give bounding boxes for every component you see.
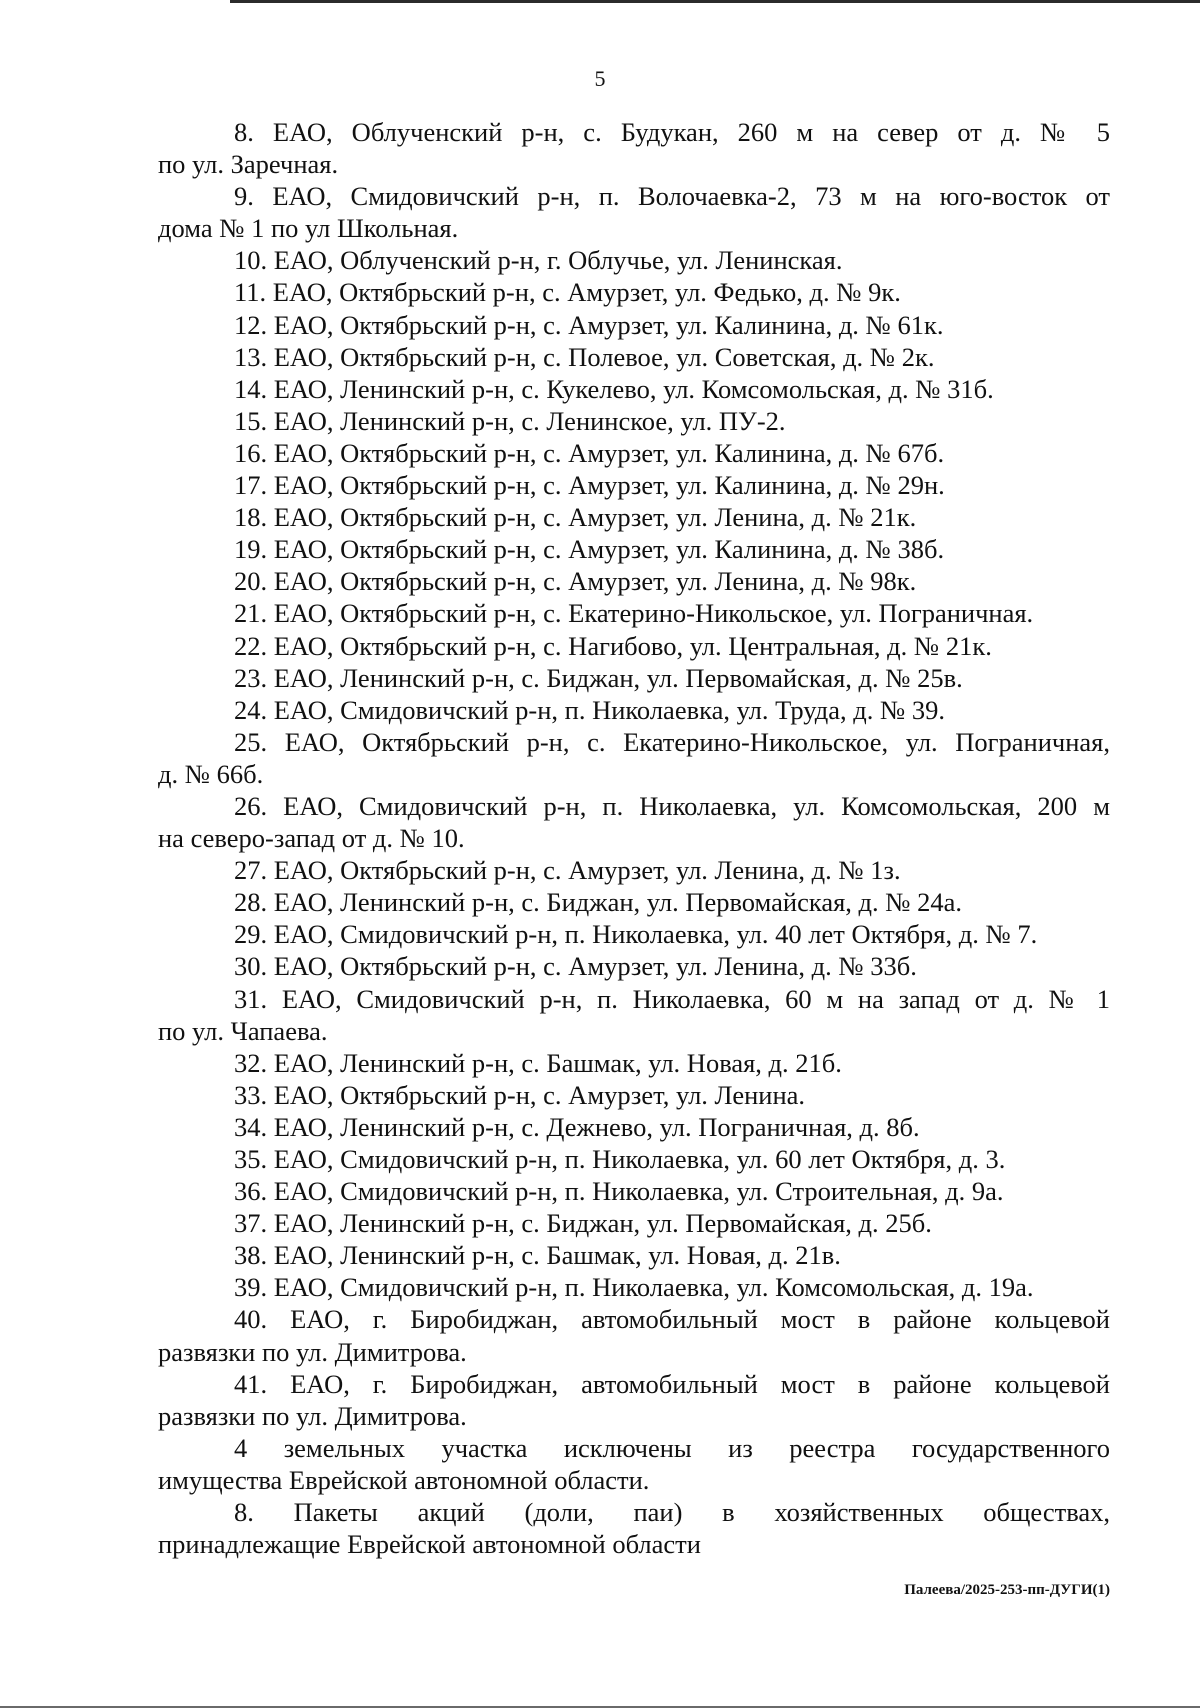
- list-item-line: 40. ЕАО, г. Биробиджан, автомобильный мост в районе кольцевой: [234, 1304, 1110, 1335]
- list-item: 33. ЕАО, Октябрьский р-н, с. Амурзет, ул. Ленина.: [234, 1079, 806, 1110]
- list-item: 12. ЕАО, Октябрьский р-н, с. Амурзет, ул. Калинина, д. № 61к.: [234, 309, 944, 340]
- list-item: 16. ЕАО, Октябрьский р-н, с. Амурзет, ул. Калинина, д. № 67б.: [234, 437, 945, 468]
- list-item: 14. ЕАО, Ленинский р-н, с. Кукелево, ул. Комсомольская, д. № 31б.: [234, 373, 994, 404]
- list-item: 10. ЕАО, Облученский р-н, г. Облучье, ул. Ленинская.: [234, 245, 843, 276]
- list-item-line: имущества Еврейской автономной области.: [158, 1464, 650, 1495]
- list-item-line: принадлежащие Еврейской автономной области: [158, 1529, 701, 1560]
- list-item: [158, 1432, 1110, 1496]
- list-item: 23. ЕАО, Ленинский р-н, с. Биджан, ул. Первомайская, д. № 25в.: [234, 662, 963, 693]
- list-item: 24. ЕАО, Смидовичский р-н, п. Николаевка, ул. Труда, д. № 39.: [234, 694, 946, 725]
- page-number: 5: [594, 66, 606, 91]
- list-item-line: д. № 66б.: [158, 758, 264, 789]
- document-code: Палеева/2025-253-пп-ДУГИ(1): [904, 1582, 1110, 1598]
- list-item: 17. ЕАО, Октябрьский р-н, с. Амурзет, ул. Калинина, д. № 29н.: [234, 470, 945, 501]
- list-item-line: 26. ЕАО, Смидовичский р-н, п. Николаевка, ул. Комсомольская, 200 м: [234, 790, 1110, 821]
- list-item-line: по ул. Чапаева.: [158, 1015, 328, 1046]
- list-item-line: развязки по ул. Димитрова.: [158, 1336, 467, 1367]
- list-item: 35. ЕАО, Смидовичский р-н, п. Николаевка, ул. 60 лет Октября, д. 3.: [234, 1144, 1006, 1174]
- list-item: [158, 790, 1110, 854]
- list-item: [158, 1303, 1110, 1367]
- list-item: 15. ЕАО, Ленинский р-н, с. Ленинское, ул. ПУ-2.: [234, 405, 786, 436]
- list-item-line: 4 земельных участка исключены из реестра государственного: [234, 1432, 1110, 1463]
- list-item-line: дома № 1 по ул Школьная.: [158, 213, 459, 244]
- list-item-line: по ул. Заречная.: [158, 149, 339, 180]
- list-item: 36. ЕАО, Смидовичский р-н, п. Николаевка, ул. Строительная, д. 9а.: [234, 1176, 1004, 1207]
- list-item-line: 8. ЕАО, Облученский р-н, с. Будукан, 260 м на север от д. № 5: [234, 117, 1110, 147]
- list-item: 11. ЕАО, Октябрьский р-н, с. Амурзет, ул. Федько, д. № 9к.: [234, 277, 901, 308]
- scan-edge-top: [230, 0, 1200, 3]
- list-item: 34. ЕАО, Ленинский р-н, с. Дежнево, ул. Пограничная, д. 8б.: [234, 1111, 920, 1142]
- list-item: 19. ЕАО, Октябрьский р-н, с. Амурзет, ул. Калинина, д. № 38б.: [234, 534, 945, 565]
- list-item-line: 8. Пакеты акций (доли, паи) в хозяйственных обществах,: [234, 1497, 1110, 1528]
- list-item: 30. ЕАО, Октябрьский р-н, с. Амурзет, ул. Ленина, д. № 33б.: [234, 951, 917, 982]
- list-item-line: на северо-запад от д. № 10.: [158, 823, 465, 854]
- list-item: 22. ЕАО, Октябрьский р-н, с. Нагибово, ул. Центральная, д. № 21к.: [234, 630, 992, 661]
- list-item: 21. ЕАО, Октябрьский р-н, с. Екатерино-Никольское, ул. Пограничная.: [234, 598, 1034, 629]
- list-item: 38. ЕАО, Ленинский р-н, с. Башмак, ул. Новая, д. 21в.: [234, 1240, 841, 1271]
- list-item-line: 41. ЕАО, г. Биробиджан, автомобильный мост в районе кольцевой: [234, 1368, 1110, 1399]
- list-item-line: 25. ЕАО, Октябрьский р-н, с. Екатерино-Никольское, ул. Пограничная,: [234, 726, 1110, 757]
- list-item: [158, 1368, 1110, 1432]
- list-item: [158, 726, 1110, 790]
- list-item-line: 31. ЕАО, Смидовичский р-н, п. Николаевка, 60 м на запад от д. № 1: [234, 983, 1110, 1014]
- list-item: [158, 116, 1110, 180]
- list-item: 28. ЕАО, Ленинский р-н, с. Биджан, ул. Первомайская, д. № 24а.: [234, 887, 963, 918]
- list-item: 20. ЕАО, Октябрьский р-н, с. Амурзет, ул. Ленина, д. № 98к.: [234, 566, 917, 597]
- list-item: 29. ЕАО, Смидовичский р-н, п. Николаевка, ул. 40 лет Октября, д. № 7.: [234, 919, 1038, 950]
- list-item: 37. ЕАО, Ленинский р-н, с. Биджан, ул. Первомайская, д. 25б.: [234, 1208, 932, 1239]
- list-item: 13. ЕАО, Октябрьский р-н, с. Полевое, ул. Советская, д. № 2к.: [234, 341, 935, 372]
- list-item: 39. ЕАО, Смидовичский р-н, п. Николаевка, ул. Комсомольская, д. 19а.: [234, 1272, 1034, 1303]
- document-body: [158, 116, 1110, 1560]
- list-item: 32. ЕАО, Ленинский р-н, с. Башмак, ул. Новая, д. 21б.: [234, 1047, 842, 1078]
- list-item: [158, 983, 1110, 1047]
- list-item-line: развязки по ул. Димитрова.: [158, 1400, 467, 1431]
- list-item-line: 9. ЕАО, Смидовичский р-н, п. Волочаевка-2, 73 м на юго-восток от: [234, 181, 1110, 212]
- list-item: 27. ЕАО, Октябрьский р-н, с. Амурзет, ул. Ленина, д. № 1з.: [234, 855, 901, 886]
- list-item: 18. ЕАО, Октябрьский р-н, с. Амурзет, ул. Ленина, д. № 21к.: [234, 502, 917, 533]
- list-item: [158, 180, 1110, 244]
- list-item: [158, 1496, 1110, 1560]
